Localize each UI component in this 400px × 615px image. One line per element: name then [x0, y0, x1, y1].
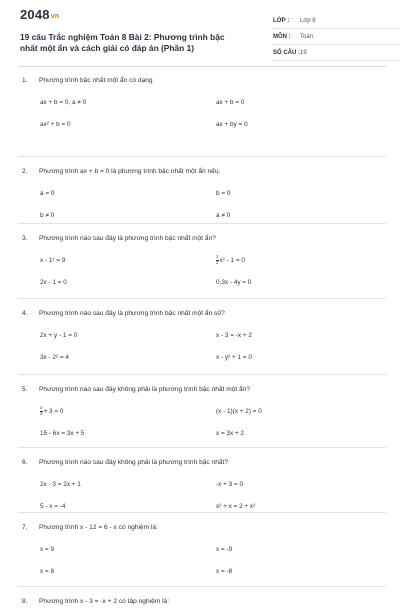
answer-options: [18, 250, 386, 294]
question-number: 5.: [22, 386, 28, 393]
question-text: Phương trình x - 3 = -x + 2 có tập nghiệm là:: [39, 598, 170, 605]
document-title: 19 câu Trắc nghiệm Toán 8 Bài 2: Phương trình bậc nhất một ẩn và cách giải có đáp án (Phần 1): [20, 32, 225, 53]
answer-option-text: x - 1² = 9: [40, 257, 66, 264]
answer-option[interactable]: [40, 401, 216, 423]
answer-options: [18, 183, 386, 227]
answer-option[interactable]: [216, 183, 386, 205]
answer-option-text: ax + b = 0, a ≠ 0: [40, 99, 87, 106]
answer-option[interactable]: [40, 183, 216, 205]
answer-options: [18, 474, 386, 518]
question-number: 1.: [22, 77, 28, 84]
answer-option[interactable]: [40, 347, 216, 369]
answer-option-text: 5 - x = -4: [40, 503, 66, 510]
question-item: [18, 513, 386, 587]
answer-option-text: + 3 = 0: [43, 408, 64, 415]
answer-options: [18, 401, 386, 445]
answer-option-text: x = 3x + 2: [216, 430, 245, 437]
question-number: 8.: [22, 598, 28, 605]
answer-option[interactable]: [216, 539, 386, 561]
question-header: [18, 310, 386, 317]
answer-option-text: x² - 1 = 0: [219, 257, 245, 264]
answer-options: [18, 92, 386, 136]
question-item: [18, 157, 386, 224]
answer-option[interactable]: [216, 561, 386, 583]
answer-option-text: b ≠ 0: [40, 212, 55, 219]
question-text: Phương trình ax + b = 0 là phương trình bậc nhất một ẩn nếu:: [39, 168, 221, 175]
answer-option-text: ax² + b = 0: [40, 121, 71, 128]
question-header: [18, 459, 386, 466]
answer-option[interactable]: [216, 272, 386, 294]
question-header: [18, 235, 386, 242]
answer-option[interactable]: [216, 325, 386, 347]
question-item: [18, 224, 386, 299]
answer-option-text: (x - 1)(x + 2) = 0: [216, 408, 262, 415]
question-header: [18, 598, 386, 605]
answer-option[interactable]: [40, 325, 216, 347]
answer-option-text: a = 0: [40, 190, 55, 197]
answer-option[interactable]: [40, 92, 216, 114]
answer-option[interactable]: [40, 539, 216, 561]
question-text: Phương trình nào sau đây là phương trình bậc nhất một ẩn?: [39, 235, 216, 242]
answer-option-text: x = -8: [216, 568, 233, 575]
fraction: $\frac{1}{2}$: [216, 254, 219, 265]
answer-option-text: x = 9: [40, 546, 55, 553]
meta-row-count: SỐ CÂU : 19: [273, 45, 400, 61]
answer-option-text: ax + b = 0: [216, 99, 245, 106]
answer-option-text: x = 8: [40, 568, 55, 575]
answer-option[interactable]: [216, 250, 386, 272]
answer-option-text: 2x + y - 1 = 0: [40, 332, 78, 339]
answer-option[interactable]: [216, 474, 386, 496]
answer-option-text: 3x - 2² = 4: [40, 354, 69, 361]
answer-option[interactable]: [40, 561, 216, 583]
question-list: [18, 66, 386, 615]
answer-option[interactable]: [40, 272, 216, 294]
meta-row-class: LỚP : Lớp 8: [273, 13, 400, 29]
question-item: [18, 587, 386, 615]
meta-row-subject: MÔN : Toán: [273, 29, 400, 45]
question-text: Phương trình nào sau đây là phương trình bậc nhất một ẩn số?: [39, 310, 225, 317]
answer-option[interactable]: [40, 250, 216, 272]
answer-options: [18, 325, 386, 369]
question-text: Phương trình x - 12 = 6 - x có nghiệm là:: [39, 524, 158, 531]
answer-option[interactable]: [216, 92, 386, 114]
question-header: [18, 524, 386, 531]
question-number: 6.: [22, 459, 28, 466]
answer-option[interactable]: [40, 474, 216, 496]
answer-option-text: x - 3 = -x + 2: [216, 332, 252, 339]
answer-option[interactable]: [216, 205, 386, 227]
answer-option-text: b = 0: [216, 190, 231, 197]
question-number: 4.: [22, 310, 28, 317]
answer-option[interactable]: [216, 347, 386, 369]
answer-option[interactable]: [40, 205, 216, 227]
answer-option-text: 15 - 6x = 3x + 5: [40, 430, 85, 437]
site-logo[interactable]: 2048vn: [20, 7, 60, 22]
answer-option-text: 0,3x - 4y = 0: [216, 279, 252, 286]
question-header: [18, 168, 386, 175]
question-header: [18, 386, 386, 393]
question-number: 2.: [22, 168, 28, 175]
answer-option[interactable]: [40, 114, 216, 136]
question-text: Phương trình bậc nhất một ẩn có dạng: [39, 77, 153, 84]
answer-option[interactable]: [40, 423, 216, 445]
question-header: [18, 77, 386, 84]
question-item: [18, 299, 386, 375]
answer-options: [18, 539, 386, 583]
answer-option-text: ax + by = 0: [216, 121, 248, 128]
answer-option[interactable]: [216, 401, 386, 423]
answer-option[interactable]: [216, 114, 386, 136]
answer-option-text: x² + x = 2 + x²: [216, 503, 256, 510]
question-item: [18, 66, 386, 157]
question-number: 7.: [22, 524, 28, 531]
document-meta: [273, 13, 400, 61]
question-item: [18, 375, 386, 448]
question-text: Phương trình nào sau đây không phải là phương trình bậc nhất một ẩn?: [39, 386, 251, 393]
question-item: [18, 448, 386, 513]
answer-option-text: x - y² + 1 = 0: [216, 354, 252, 361]
page-header: [18, 0, 386, 67]
answer-option-text: 2x - 1 = 0: [40, 279, 67, 286]
answer-option-text: x = -9: [216, 546, 233, 553]
question-text: Phương trình nào sau đây không phải là phương trình bậc nhất?: [39, 459, 229, 466]
answer-option[interactable]: [216, 423, 386, 445]
answer-option[interactable]: [216, 496, 386, 518]
fraction: $\frac{x}{2}$: [40, 405, 43, 416]
question-number: 3.: [22, 235, 28, 242]
answer-option-text: a ≠ 0: [216, 212, 231, 219]
answer-option-text: -x + 3 = 0: [216, 481, 243, 488]
answer-option-text: 2x - 3 = 2x + 1: [40, 481, 81, 488]
answer-option[interactable]: [40, 496, 216, 518]
